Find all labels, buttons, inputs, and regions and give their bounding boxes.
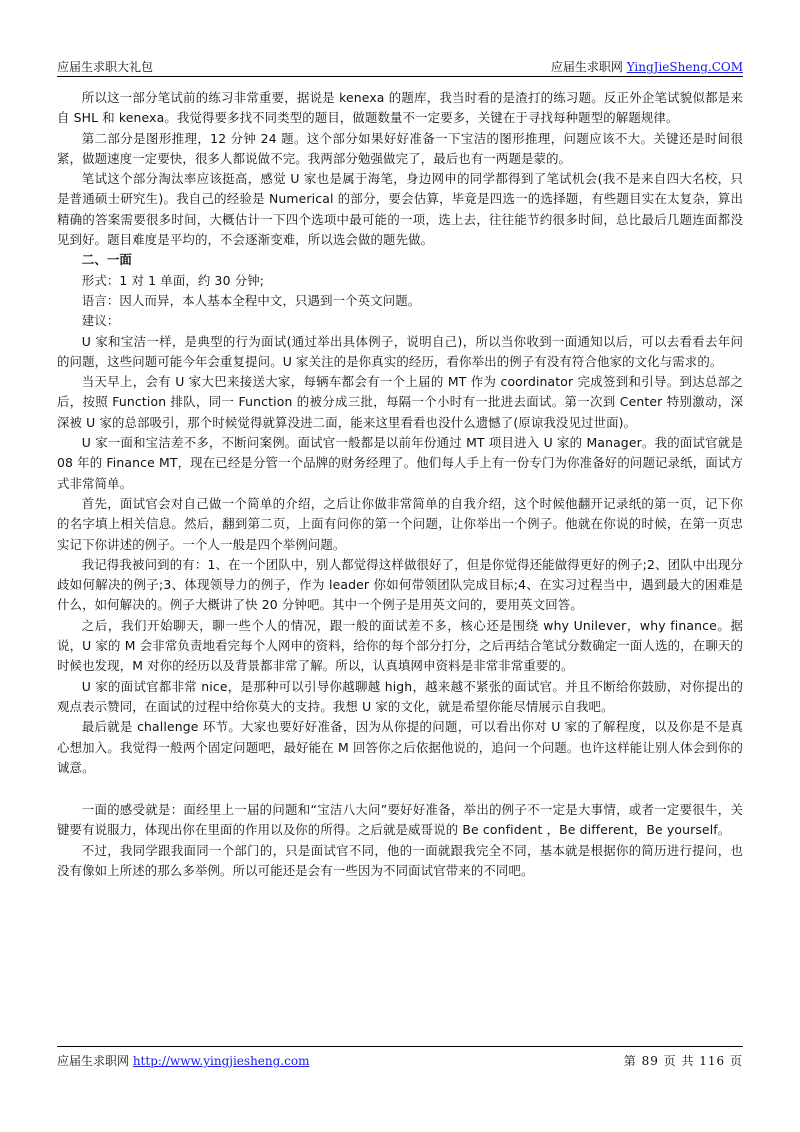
paragraph: 笔试这个部分淘汰率应该挺高，感觉 U 家也是属于海笔，身边网申的同学都得到了笔试机会(我不是来自四大名校，只是普通硕士研究生)。我自己的经验是 Numerical 的部分，要会估算，毕竟是四选一的选择题，有些题目实在太复杂，算出精确的答案需要很多时间，大概估计一下四个选项中最可能的一项，选上去，往往能节约很多时间，总比最后几题连面都没见到好。题目难度是平均的，不会逐渐变难，所以选会做的题先做。 xyxy=(57,171,743,248)
paragraph: U 家一面和宝洁差不多，不断问案例。面试官一般都是以前年份通过 MT 项目进入 U 家的 Manager。我的面试官就是 08 年的 Finance MT，现在已经是分管一个品牌的财务经理了。他们每人手上有一份专门为你准备好的问题记录纸，面试方式非常简单。 xyxy=(57,435,743,491)
paragraph-gap xyxy=(57,778,743,800)
page-header xyxy=(57,58,743,76)
paragraph: 最后就是 challenge 环节。大家也要好好准备，因为从你提的问题，可以看出你对 U 家的了解程度，以及你是不是真心想加入。我觉得一般两个固定问题吧，最好能在 M 回答你之后依据他说的，追问一个问题。也许这样能让别人体会到你的诚意。 xyxy=(57,719,743,775)
header-divider xyxy=(57,76,743,77)
paragraph: 一面的感受就是：面经里上一届的问题和“宝洁八大问”要好好准备，举出的例子不一定是大事情，或者一定要很牛，关键要有说服力，体现出你在里面的作用以及你的所得。之后就是威哥说的 Be confident ，Be different，Be yourself。 xyxy=(57,802,743,838)
paragraph: U 家和宝洁一样，是典型的行为面试(通过举出具体例子，说明自己)，所以当你收到一面通知以后，可以去看看去年问的问题，这些问题可能今年会重复提问。U 家关注的是你真实的经历，看你举出的例子有没有符合他家的文化与需求的。 xyxy=(57,333,743,369)
footer-site xyxy=(57,1052,309,1069)
paragraph: 所以这一部分笔试前的练习非常重要，据说是 kenexa 的题库，我当时看的是渣打的练习题。反正外企笔试貌似都是来自 SHL 和 kenexa。我觉得要多找不同类型的题目，做题数量不一定要多，关键在于寻找每种题型的解题规律。 xyxy=(57,90,743,126)
paragraph: U 家的面试官都非常 nice，是那种可以引导你越聊越 high，越来越不紧张的面试官。并且不断给你鼓励，对你提出的观点表示赞同，在面试的过程中给你莫大的支持。我想 U 家的文化，就是希望你能尽情展示自我吧。 xyxy=(57,678,743,714)
footer-site-label: 应届生求职网 xyxy=(57,1054,133,1068)
paragraph: 首先，面试官会对自己做一个简单的介绍，之后让你做非常简单的自我介绍，这个时候他翻开记录纸的第一页，记下你的名字填上相关信息。然后，翻到第二页，上面有问你的第一个问题，让你举出一个例子。他就在你说的时候，在第一页忠实记下你讲述的例子。一个人一般是四个举例问题。 xyxy=(57,495,743,552)
header-title: 应届生求职大礼包 xyxy=(57,60,154,74)
page-body xyxy=(57,88,743,881)
paragraph: 建议： xyxy=(81,313,120,329)
page-number: 第 89 页 共 116 页 xyxy=(623,1054,743,1068)
header-site xyxy=(551,58,743,75)
page-footer xyxy=(57,1052,743,1070)
header-site-link[interactable]: YingJieSheng.COM xyxy=(626,60,743,74)
paragraph: 我记得我被问到的有：1、在一个团队中，别人都觉得这样做很好了，但是你觉得还能做得更好的例子;2、团队中出现分歧如何解决的例子;3、体现领导力的例子，作为 leader 你如何带领团队完成目标;4、在实习过程当中，遇到最大的困难是什么，如何解决的。例子大概讲了快 20 分钟吧。其中一个例子是用英文问的，要用英文回答。 xyxy=(57,556,743,613)
section-heading: 二、一面 xyxy=(81,252,132,268)
header-site-label: 应届生求职网 xyxy=(550,60,627,74)
paragraph: 当天早上，会有 U 家大巴来接送大家，每辆车都会有一个上届的 MT 作为 coordinator 完成签到和引导。到达总部之后，按照 Function 排队，同一 Function 的被分成三批，每隔一个小时有一批进去面试。第一次到 Center 特别激动，深深被 U 家的总部吸引，那个时候觉得就算没进二面，能来这里看看也没什么遗憾了(原谅我没见过世面)。 xyxy=(57,374,743,430)
paragraph: 不过，我同学跟我面同一个部门的，只是面试官不同，他的一面就跟我完全不同，基本就是根据你的简历进行提问，也没有像如上所述的那么多举例。所以可能还是会有一些因为不同面试官带来的不同吧。 xyxy=(57,842,743,878)
paragraph: 之后，我们开始聊天，聊一些个人的情况，跟一般的面试差不多，核心还是围绕 why Unilever，why finance。据说，U 家的 M 会非常负责地看完每个人网申的资料，给你的每个部分打分，之后再结合笔试分数确定一面人选的，在聊天的时候也发现，M 对你的经历以及背景都非常了解。所以，认真填网申资料是非常非常重要的。 xyxy=(57,617,743,674)
footer-site-link[interactable]: http://www.yingjiesheng.com xyxy=(132,1054,310,1068)
paragraph: 语言：因人而异，本人基本全程中文，只遇到一个英文问题。 xyxy=(81,292,421,308)
paragraph: 第二部分是图形推理，12 分钟 24 题。这个部分如果好好准备一下宝洁的图形推理，问题应该不大。关键还是时间很紧，做题速度一定要快，很多人都说做不完。我两部分勉强做完了，最后也有一两题是蒙的。 xyxy=(57,130,743,166)
paragraph: 形式：1 对 1 单面，约 30 分钟; xyxy=(81,272,265,288)
footer-divider xyxy=(57,1046,743,1047)
